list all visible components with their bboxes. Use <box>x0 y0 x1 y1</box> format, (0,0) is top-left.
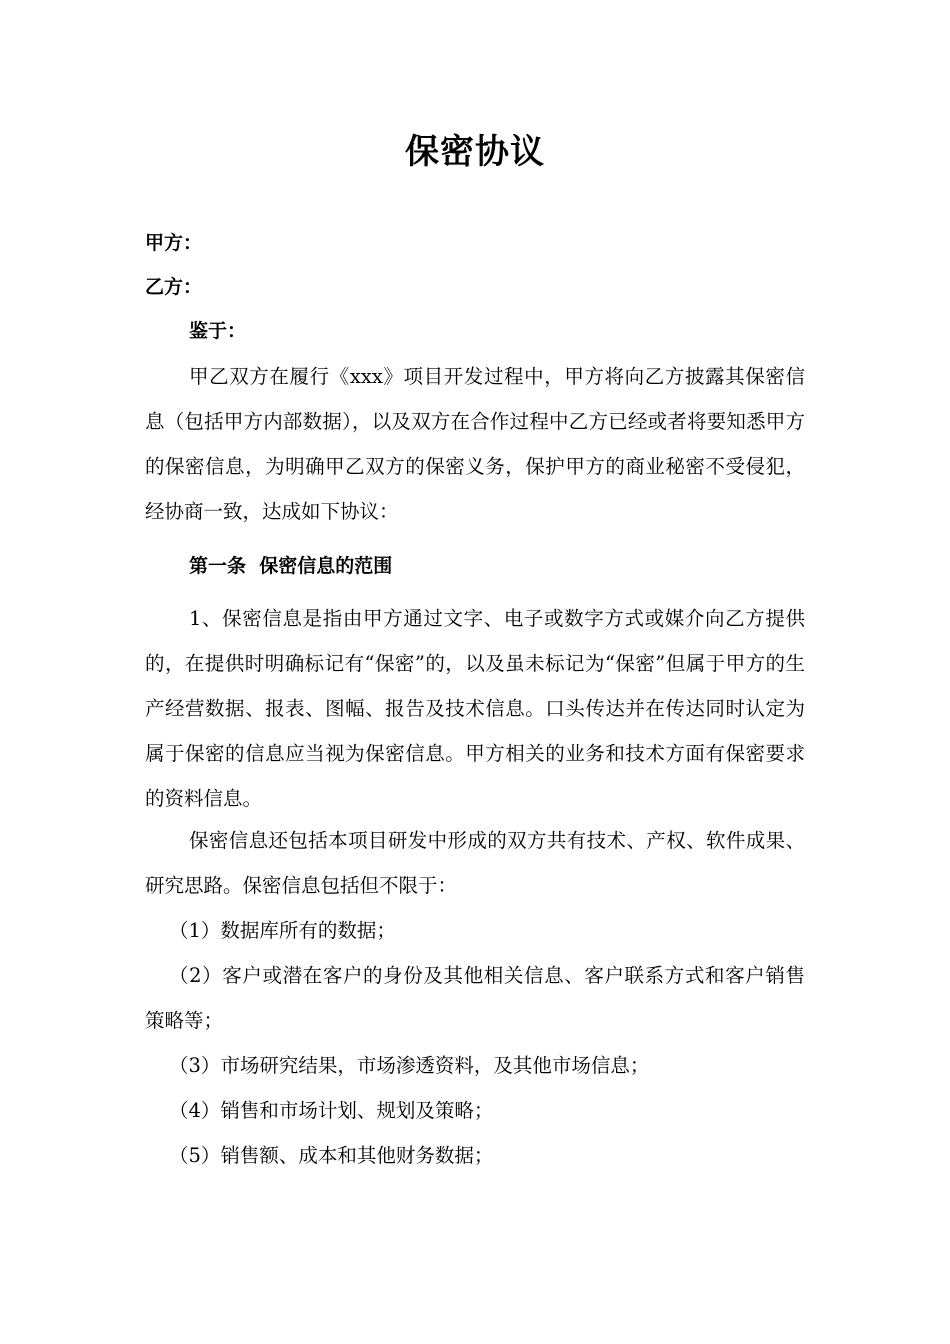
clause-1b-paragraph: 保密信息还包括本项目研发中形成的双方共有技术、产权、软件成果、研究思路。保密信息包括但不限于： <box>145 829 805 897</box>
party-b-label: 乙方： <box>145 276 203 298</box>
document-title: 保密协议 <box>405 132 545 172</box>
preamble-paragraph: 甲乙双方在履行《xxx》项目开发过程中，甲方将向乙方披露其保密信息（包括甲方内部数据），以及双方在合作过程中乙方已经或者将要知悉甲方的保密信息，为明确甲乙双方的保密义务，保护甲方的商业秘密不受侵犯，经协商一致，达成如下协议： <box>145 365 805 523</box>
list-item: （4）销售和市场计划、规划及策略； <box>169 1099 494 1122</box>
clause-1-paragraph: 1、保密信息是指由甲方通过文字、电子或数字方式或媒介向乙方提供的，在提供时明确标记有“保密”的，以及虽未标记为“保密”但属于甲方的生产经营数据、报表、图幅、报告及技术信息。口头传达并在传达同时认定为属于保密的信息应当视为保密信息。甲方相关的业务和技术方面有保密要求的资料信息。 <box>145 607 805 810</box>
list-item: （1）数据库所有的数据； <box>169 919 396 942</box>
list-item: （3）市场研究结果，市场渗透资料，及其他市场信息； <box>169 1054 650 1077</box>
party-a-label: 甲方： <box>145 232 203 254</box>
list-item: （5）销售额、成本和其他财务数据； <box>169 1144 494 1167</box>
article-1-heading: 第一条 保密信息的范围 <box>189 555 393 577</box>
list-item: （2）客户或潜在客户的身份及其他相关信息、客户联系方式和客户销售策略等； <box>145 964 805 1032</box>
whereas-heading: 鉴于： <box>189 320 247 342</box>
